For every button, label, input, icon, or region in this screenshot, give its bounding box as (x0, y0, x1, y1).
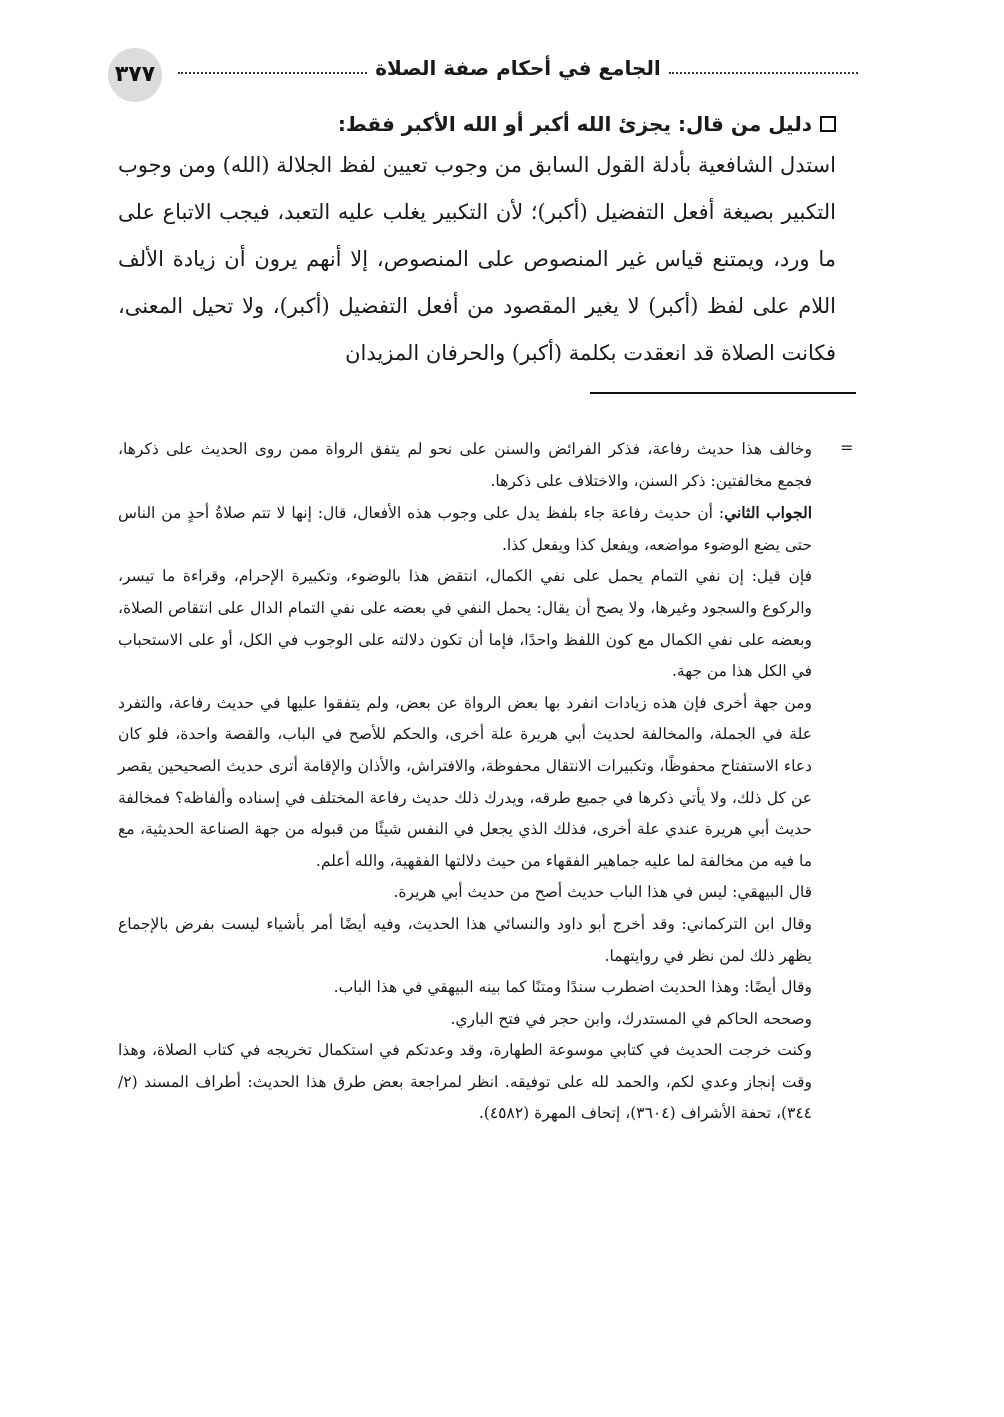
footnote-paragraph: وقال ابن التركماني: وقد أخرج أبو داود والنسائي هذا الحديث، وفيه أيضًا أمر بأشياء ليست بفرض بالإجماع يظهر ذلك لمن نظر في روايتهما. (118, 914, 812, 965)
section-heading: دليل من قال: يجزئ الله أكبر أو الله الأكبر فقط: (337, 112, 812, 136)
running-title-row (178, 56, 858, 80)
footnote-paragraph: فإن قيل: إن نفي التمام يحمل على نفي الكمال، انتقض هذا بالوضوء، وتكبيرة الإحرام، وقراءة ما تيسر، والركوع والسجود وغيرها، ولا يصح أن يقال: يحمل النفي في بعضه على نفي التمام الدال على انتقاص الصلاة، وبعضه على نفي الكمال مع كون اللفظ واحدًا، فإما أن تكون دلالته على الوجوب في الكل، أو على الاستحباب في الكل هذا من جهة. (118, 567, 812, 681)
body-paragraph: استدل الشافعية بأدلة القول السابق من وجوب تعيين لفظ الجلالة (الله) ومن وجوب التكبير بصيغة أفعل التفضيل (أكبر)؛ لأن التكبير يغلب عليه التعبد، فيجب الاتباع على ما ورد، ويمتنع قياس غير المنصوص على المنصوص، إلا أنهم يرون أن زيادة الألف اللام على لفظ (أكبر) لا يغير المقصود من أفعل التفضيل (أكبر)، ولا تحيل المعنى، فكانت الصلاة قد انعقدت بكلمة (أكبر) والحرفان المزيدان (118, 153, 836, 365)
footnote-separator (590, 392, 856, 394)
footnote-paragraph: قال البيهقي: ليس في هذا الباب حديث أصح من حديث أبي هريرة. (393, 883, 812, 902)
footnote-text: : أن حديث رفاعة جاء بلفظ يدل على وجوب هذه الأفعال، قال: إنها لا تتم صلاةُ أحدٍ من الناس حتى يضع الوضوء مواضعه، ويفعل كذا ويفعل كذا. (118, 504, 812, 554)
footnote-paragraph: وصححه الحاكم في المستدرك، وابن حجر في فتح الباري. (450, 1009, 812, 1028)
footnote-paragraph: وكنت خرجت الحديث في كتابي موسوعة الطهارة، وقد وعدتكم في استكمال تخريجه في كتاب الصلاة، وهذا وقت إنجاز وعدي لكم، والحمد لله على توفيقه. انظر لمراجعة بعض طرق هذا الحديث: أطراف المسند (٢/ ٣٤٤)، تحفة الأشراف (٣٦٠٤)، إتحاف المهرة (٤٥٨٢). (118, 1041, 812, 1123)
running-title: الجامع في أحكام صفة الصلاة (375, 56, 661, 80)
footnote-paragraph: وقال أيضًا: وهذا الحديث اضطرب سندًا ومتنًا كما بينه البيهقي في هذا الباب. (333, 978, 812, 997)
footnote-paragraph: وخالف هذا حديث رفاعة، فذكر الفرائض والسنن على نحو لم يتفق الرواة ممن روى الحديث على ذكرها، فجمع مخالفتين: ذكر السنن، والاختلاف على ذكرها. (118, 440, 812, 490)
page-header (108, 48, 858, 96)
page-number: ٣٧٧ (108, 48, 162, 102)
footnotes (118, 434, 812, 1130)
section-heading-row (118, 112, 836, 136)
square-bullet-icon (820, 116, 836, 132)
dotted-leader (178, 62, 367, 74)
dotted-leader (669, 62, 858, 74)
footnote-paragraph (118, 497, 812, 561)
footnote-paragraph: ومن جهة أخرى فإن هذه زيادات انفرد بها بعض الرواة عن بعض، ولم يتفقوا عليها في حديث رفاعة، والتفرد علة في الجملة، والمخالفة لحديث أبي هريرة علة أخرى، والحكم للأصح في الباب، والقصة واحدة، فلو كان دعاء الاستفتاح محفوظًا، وتكبيرات الانتقال محفوظة، والافتراش، والأذان والإقامة أترى حديث الصحيحين يقصر عن كل ذلك، ولا يأتي ذكرها في جميع طرقه، ويدرك ذلك حديث رفاعة المختلف في إسناده وألفاظه؟ فمخالفة حديث أبي هريرة عندي علة أخرى، فذلك الذي يجعل في النفس شيئًا من قبوله من جهة الصناعة الحديثية، مع ما فيه من مخالفة لما عليه جماهير الفقهاء من حيث دلالتها الفقهية، والله أعلم. (118, 693, 812, 870)
footnote-continuation-mark: = (840, 438, 854, 457)
footnote-label: الجواب الثاني (724, 503, 813, 523)
main-text (118, 112, 836, 377)
